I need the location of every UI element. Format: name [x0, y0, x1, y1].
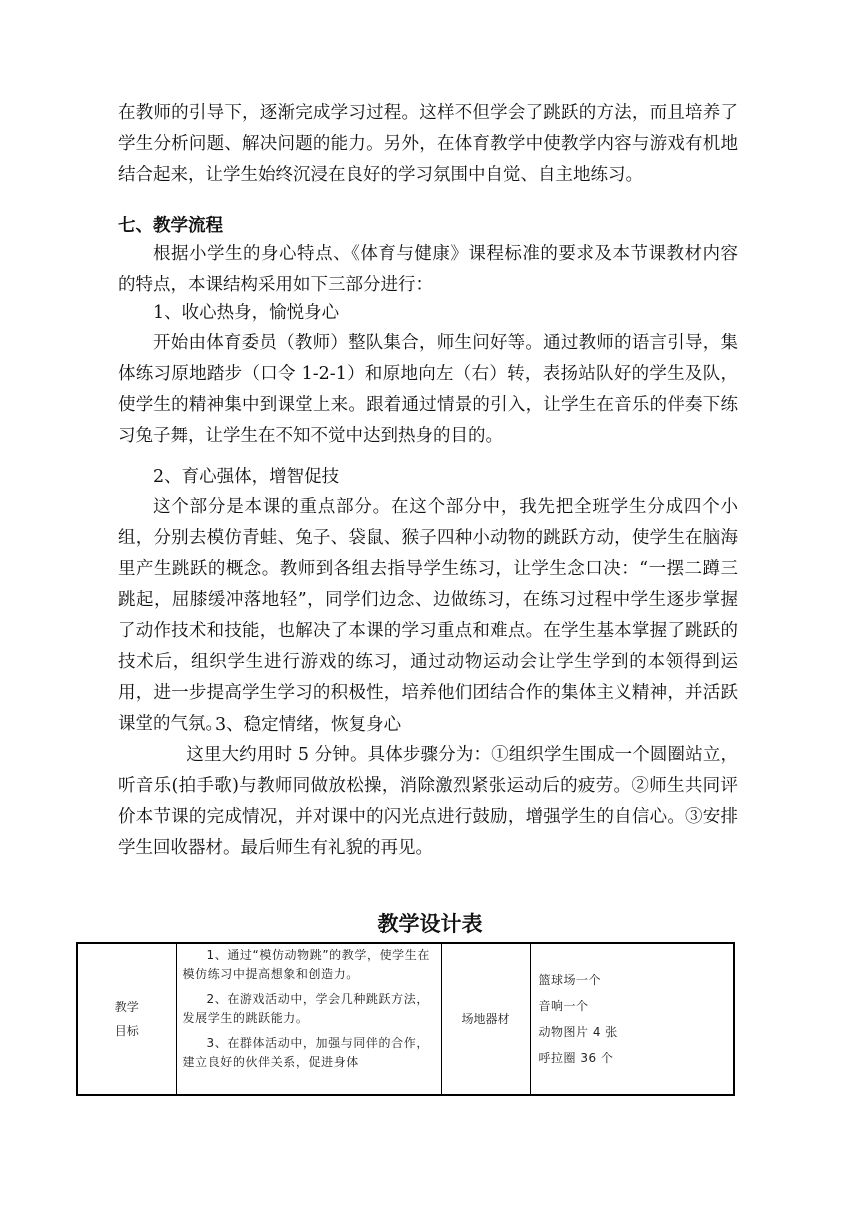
process-intro-paragraph: 根据小学生的身心特点、《体育与健康》课程标准的要求及本节课教材内容的特点，本课结构采用如下三部分进行：	[118, 244, 738, 295]
part3-title: 3、稳定情绪，恢复身心	[215, 715, 402, 735]
part1-title: 1、收心热身，愉悦身心	[153, 303, 340, 323]
goal-label-cell	[77, 943, 176, 1095]
intro-paragraph: 在教师的引导下，逐渐完成学习过程。这样不但学会了跳跃的方法，而且培养了学生分析问题、解决问题的能力。另外，在体育教学中使教学内容与游戏有机地结合起来，让学生始终沉浸在良好的学习氛围中自觉、自主地练习。	[118, 103, 738, 185]
equipment-item: 音响一个	[538, 999, 589, 1013]
goal-item: 2、在游戏活动中，学会几种跳跃方法，发展学生的跳跃能力。	[182, 992, 429, 1025]
goal-label-line1: 教学	[114, 1000, 139, 1014]
part1-body: 开始由体育委员（教师）整队集合，师生问好等。通过教师的语言引导，集体练习原地踏步（口令 1-2-1）和原地向左（右）转，表扬站队好的学生及队，使学生的精神集中到课堂上来。跟着通过情景的引入，让学生在音乐的伴奏下练习兔子舞，让学生在不知不觉中达到热身的目的。	[118, 333, 738, 446]
equipment-label: 场地器材	[461, 1012, 510, 1026]
goal-item: 3、在群体活动中，加强与同伴的合作，建立良好的伙伴关系，促进身体	[182, 1036, 429, 1069]
section-heading: 七、教学流程	[118, 216, 223, 236]
part3-body: 这里大约用时 5 分钟。具体步骤分为：①组织学生围成一个圆圈站立，听音乐(拍手歌)与教师同做放松操，消除激烈紧张运动后的疲劳。②师生共同评价本节课的完成情况，并对课中的闪光点进行鼓励，增强学生的自信心。③安排学生回收器材。最后师生有礼貌的再见。	[118, 745, 738, 858]
part2-body: 这个部分是本课的重点部分。在这个部分中，我先把全班学生分成四个小组，分别去模仿青蛙、兔子、袋鼠、猴子四种小动物的跳跃方动，使学生在脑海里产生跳跃的概念。教师到各组去指导学生练习，让学生念口决：“一摆二蹲三跳起，屈膝缓冲落地轻”，同学们边念、边做练习，在练习过程中学生逐步掌握了动作技术和技能，也解决了本课的学习重点和难点。在学生基本掌握了跳跃的技术后，组织学生进行游戏的练习，通过动物运动会让学生学到的本领得到运用，进一步提高学生学习的积极性，培养他们团结合作的集体主义精神，并活跃课堂的气氛。	[118, 497, 738, 734]
goal-label-line2: 目标	[114, 1024, 139, 1038]
part2-title: 2、育心强体，增智促技	[153, 467, 340, 487]
table-title: 教学设计表	[377, 912, 483, 936]
equipment-item: 篮球场一个	[538, 973, 602, 987]
equipment-cell	[530, 943, 734, 1095]
teaching-design-table	[76, 942, 735, 1096]
equipment-item: 呼拉圈 36 个	[538, 1051, 614, 1065]
goals-cell	[176, 943, 441, 1095]
equipment-label-cell	[441, 943, 530, 1095]
goal-item: 1、通过“模仿动物跳”的教学，使学生在模仿练习中提高想象和创造力。	[182, 948, 430, 981]
equipment-item: 动物图片 4 张	[538, 1025, 618, 1039]
